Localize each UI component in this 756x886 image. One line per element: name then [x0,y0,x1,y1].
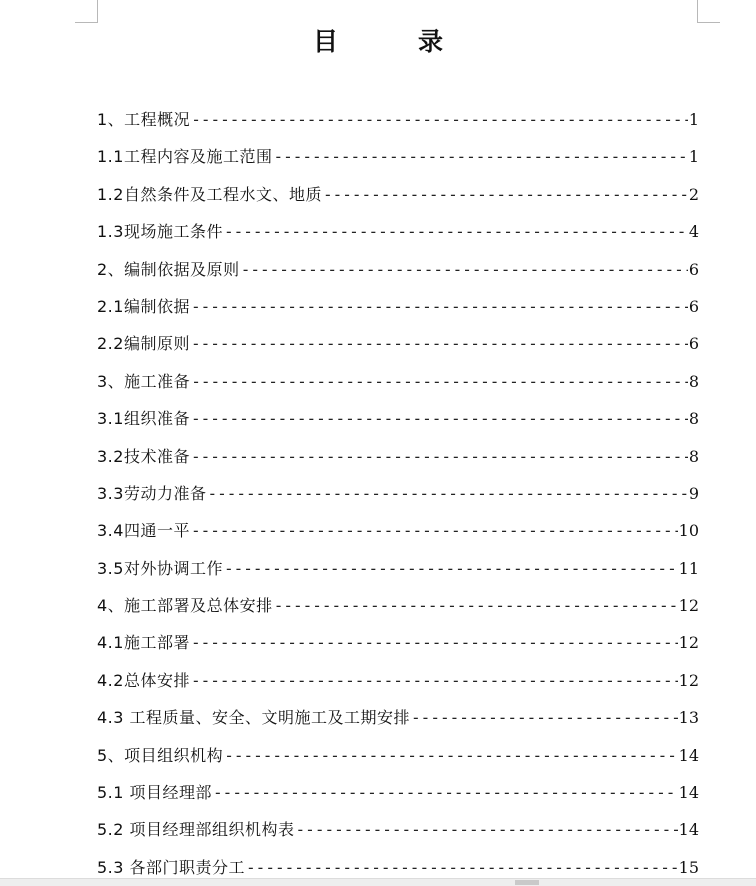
toc-leader-dashes [191,662,678,699]
toc-leader-dashes [213,774,678,811]
toc-entry-page: 9 [688,483,699,503]
toc-entry-page: 12 [678,670,699,690]
toc-entry-label: 3.5对外协调工作 [97,558,223,578]
toc-entry-page: 4 [688,222,699,242]
toc-leader-dashes [273,138,687,175]
toc-entry-label: 4、施工部署及总体安排 [97,596,273,616]
toc-leader-dashes [411,699,678,736]
toc-entry[interactable] [97,176,699,213]
scrollbar-thumb[interactable] [515,880,539,885]
toc-entry-page: 12 [678,633,699,653]
toc-entry-label: 1.3现场施工条件 [97,222,223,242]
toc-entry[interactable] [97,438,699,475]
toc-entry-label: 3.1组织准备 [97,409,190,429]
toc-entry-label: 4.1施工部署 [97,633,190,653]
toc-entry[interactable] [97,475,699,512]
toc-entry-label: 1.1工程内容及施工范围 [97,147,273,167]
toc-entry-label: 4.2总体安排 [97,670,190,690]
toc-leader-dashes [207,475,687,512]
title-char-right: 录 [418,27,444,56]
toc-leader-dashes [191,624,678,661]
title-char-left: 目 [312,27,338,56]
toc-entry[interactable] [97,400,699,437]
toc-entry-label: 4.3 工程质量、安全、文明施工及工期安排 [97,708,411,728]
toc-entry-label: 3、施工准备 [97,371,191,391]
toc-entry[interactable] [97,699,699,736]
toc-entry-page: 12 [678,596,699,616]
toc-entry[interactable] [97,213,699,250]
toc-entry-page: 8 [688,371,699,391]
toc-leader-dashes [191,512,678,549]
toc-leader-dashes [191,438,688,475]
toc-entry-page: 15 [678,857,699,877]
table-of-contents [97,101,699,886]
toc-leader-dashes [224,550,678,587]
toc-entry[interactable] [97,737,699,774]
toc-entry-label: 2.1编制依据 [97,296,190,316]
toc-entry[interactable] [97,774,699,811]
toc-entry-page: 6 [688,334,699,354]
toc-entry-label: 2、编制依据及原则 [97,259,240,279]
toc-entry-page: 10 [678,521,699,541]
toc-entry-page: 8 [688,409,699,429]
toc-entry-page: 1 [688,147,699,167]
toc-entry[interactable] [97,363,699,400]
toc-entry[interactable] [97,811,699,848]
toc-entry[interactable] [97,662,699,699]
toc-leader-dashes [191,400,688,437]
toc-entry-page: 14 [678,820,699,840]
toc-entry-label: 5.2 项目经理部组织机构表 [97,820,295,840]
toc-leader-dashes [296,811,678,848]
toc-entry[interactable] [97,512,699,549]
toc-entry-page: 11 [678,558,699,578]
toc-leader-dashes [191,288,688,325]
toc-entry-page: 6 [688,259,699,279]
toc-entry-page: 6 [688,296,699,316]
toc-entry-page: 1 [688,110,699,129]
toc-entry[interactable] [97,288,699,325]
page-title [0,22,756,58]
toc-leader-dashes [191,363,688,400]
toc-entry-label: 1.2自然条件及工程水文、地质 [97,184,322,204]
toc-leader-dashes [224,737,677,774]
toc-leader-dashes [224,213,688,250]
toc-entry[interactable] [97,101,699,138]
toc-entry-label: 1、工程概况 [97,110,191,129]
toc-entry-label: 3.4四通一平 [97,521,190,541]
toc-entry-page: 13 [678,708,699,728]
toc-leader-dashes [191,101,688,138]
toc-leader-dashes [241,251,688,288]
page-corner-mark-top-right [697,0,720,23]
toc-entry-label: 2.2编制原则 [97,334,190,354]
toc-entry-label: 5、项目组织机构 [97,745,224,765]
toc-entry[interactable] [97,138,699,175]
toc-entry[interactable] [97,550,699,587]
toc-entry[interactable] [97,325,699,362]
toc-entry-label: 3.3劳动力准备 [97,483,207,503]
toc-leader-dashes [191,325,688,362]
toc-entry[interactable] [97,587,699,624]
toc-entry-page: 2 [688,184,699,204]
page-corner-mark-top-left [75,0,98,23]
toc-entry-label: 3.2技术准备 [97,446,190,466]
toc-entry-label: 5.1 项目经理部 [97,783,213,803]
toc-entry[interactable] [97,251,699,288]
toc-entry-page: 14 [678,783,699,803]
toc-entry-page: 14 [678,745,699,765]
toc-leader-dashes [323,176,688,213]
toc-leader-dashes [274,587,678,624]
toc-entry-label: 5.3 各部门职责分工 [97,857,246,877]
toc-entry[interactable] [97,624,699,661]
toc-entry-page: 8 [688,446,699,466]
